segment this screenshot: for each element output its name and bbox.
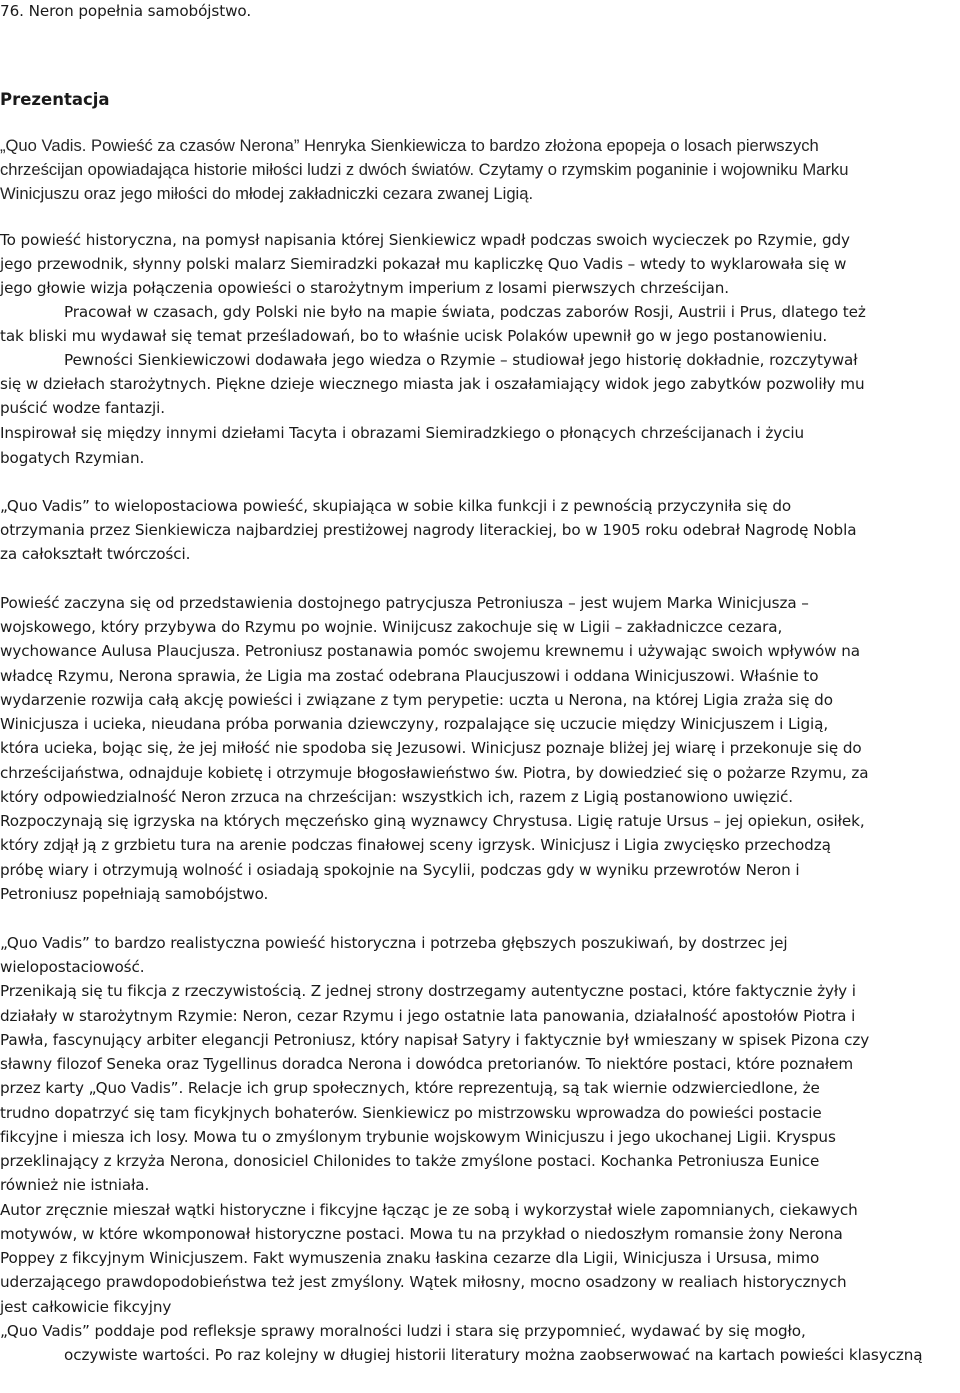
- text-line: otrzymania przez Sienkiewicza najbardziej prestiżowej nagrody literackiej, bo w 1905 roku odebrał Nagrodę Nobla: [0, 521, 857, 539]
- text-line: wojskowego, który przybywa do Rzymu po wojnie. Winijcusz zakochuje się w Ligii – zakładniczce cezara,: [0, 618, 783, 636]
- text-line: również nie istniała.: [0, 1176, 150, 1194]
- text-line: przeklinający z krzyża Nerona, donosiciel Chilonides to także zmyślone postaci. Kochanka Petroniusza Eunice: [0, 1152, 820, 1170]
- text-line: To powieść historyczna, na pomysł napisania której Sienkiewicz wpadł podczas swoich wycieczek po Rzymie, gdy: [0, 231, 850, 249]
- text-line: chrześcijan opowiadająca historie miłości ludzi z dwóch światów. Czytamy o rzymskim poganinie i wojowniku Marku: [0, 160, 849, 179]
- text-line: Pracował w czasach, gdy Polski nie było na mapie świata, podczas zaborów Rosji, Austrii i Prus, dlatego też: [64, 303, 866, 321]
- text-line: tak bliski mu wydawał się temat prześladowań, bo to właśnie ucisk Polaków upewnił go w jego postanowieniu.: [0, 327, 828, 345]
- text-line: chrześcijaństwa, odnajduje kobietę i otrzymuje błogosławieństwo św. Piotra, by dowiedzieć się o pożarze Rzymu, za: [0, 764, 869, 782]
- text-line: sławny filozof Seneka oraz Tygellinus doradca Nerona i dowódca pretorianów. To niektóre postaci, które poznałem: [0, 1055, 854, 1073]
- text-line: uderzającego prawdopodobieństwa też jest zmyślony. Wątek miłosny, mocno osadzony w realiach historycznych: [0, 1273, 847, 1291]
- text-line: jest całkowicie fikcyjny: [0, 1298, 172, 1316]
- text-line: jego głowie wizja połączenia opowieści o starożytnym imperium z losami pierwszych chrześcijan.: [0, 279, 729, 297]
- text-line: próbę wiary i otrzymują wolność i osiadają spokojnie na Sycylii, podczas gdy w wyniku przewrotów Neron i: [0, 861, 800, 879]
- text-line: puścić wodze fantazji.: [0, 399, 166, 417]
- text-line: Petroniusz popełniają samobójstwo.: [0, 885, 269, 903]
- text-line: motywów, w które wkomponował historyczne postaci. Mowa tu na przykład o niedoszłym romansie żony Nerona: [0, 1225, 843, 1243]
- section-heading: Prezentacja: [0, 90, 110, 109]
- text-line: wydarzenie rozwija całą akcję powieści i związane z tym perypetie: uczta u Nerona, na której Ligia zraża się do: [0, 691, 833, 709]
- text-line: się w dziełach starożytnych. Piękne dzieje wiecznego miasta jak i oszałamiający widok jego zabytków pozwoliły mu: [0, 375, 865, 393]
- text-line: Pawła, fascynujący arbiter elegancji Petroniusz, który napisał Satyry i faktycznie był wmieszany w spisek Pizona czy: [0, 1031, 870, 1049]
- text-line: bogatych Rzymian.: [0, 449, 145, 467]
- text-line: Winicjusza i ucieka, nieudana próba porwania dziewczyny, rozpalające się uczucie między Winicjuszem i Ligią,: [0, 715, 829, 733]
- text-line: wielopostaciowość.: [0, 958, 145, 976]
- text-line: 76. Neron popełnia samobójstwo.: [0, 2, 252, 20]
- text-line: wychowance Aulusa Plaucjusza. Petroniusz postanawia pomóc swojemu krewnemu i używając swoich wpływów na: [0, 642, 860, 660]
- text-line: który zdjął ją z grzbietu tura na arenie podczas finałowej sceny igrzysk. Winicjusz i Ligia zwycięsko przechodzą: [0, 836, 831, 854]
- text-line: władcę Rzymu, Nerona sprawia, że Ligia ma zostać odebrana Plaucjuszowi i oddana Winicjuszowi. Właśnie to: [0, 667, 819, 685]
- text-line: „Quo Vadis” to wielopostaciowa powieść, skupiająca w sobie kilka funkcji i z pewnością przyczyniła się do: [0, 497, 792, 515]
- text-line: „Quo Vadis” poddaje pod refleksje sprawy moralności ludzi i stara się przypomnieć, wydawać by się mogło,: [0, 1322, 806, 1340]
- text-line: Pewności Sienkiewiczowi dodawała jego wiedza o Rzymie – studiował jego historię dokładnie, rozczytywał: [64, 351, 858, 369]
- text-line: Przenikają się tu fikcja z rzeczywistością. Z jednej strony dostrzegamy autentyczne postaci, które faktycznie żyły i: [0, 982, 856, 1000]
- text-line: oczywiste wartości. Po raz kolejny w długiej historii literatury można zaobserwować na kartach powieści klasyczną: [64, 1346, 923, 1364]
- text-line: który odpowiedzialność Neron zrzuca na chrześcijan: wszystkich ich, razem z Ligią postanowiono uwięzić.: [0, 788, 794, 806]
- text-line: która ucieka, bojąc się, że jej miłość nie spodoba się Jezusowi. Winicjusz poznaje bliżej jej wiarę i przekonuje się do: [0, 739, 862, 757]
- text-line: za całokształt twórczości.: [0, 545, 191, 563]
- text-line: jego przewodnik, słynny polski malarz Siemiradzki pokazał mu kapliczkę Quo Vadis – wtedy to wyklarowała się w: [0, 255, 847, 273]
- text-line: Inspirował się między innymi dziełami Tacyta i obrazami Siemiradzkiego o płonących chrześcijanach i życiu: [0, 424, 805, 442]
- text-line: Poppey z fikcyjnym Winicjuszem. Fakt wymuszenia znaku łaskina cezarze dla Ligii, Winicjusza i Ursusa, mimo: [0, 1249, 820, 1267]
- text-line: działały w starożytnym Rzymie: Neron, cezar Rzymu i jego ostatnie lata panowania, działalność apostołów Piotra i: [0, 1007, 856, 1025]
- text-line: Autor zręcznie mieszał wątki historyczne i fikcyjne łącząc je ze sobą i wykorzystał wiele zapomnianych, ciekawych: [0, 1201, 858, 1219]
- text-line: „Quo Vadis. Powieść za czasów Nerona” Henryka Sienkiewicza to bardzo złożona epopeja o losach pierwszych: [0, 136, 819, 155]
- text-line: fikcyjne i miesza ich losy. Mowa tu o zmyślonym trybunie wojskowym Winicjuszu i jego ukochanej Ligii. Kryspus: [0, 1128, 836, 1146]
- text-line: „Quo Vadis” to bardzo realistyczna powieść historyczna i potrzeba głębszych poszukiwań, by dostrzec jej: [0, 934, 788, 952]
- text-line: trudno dopatrzyć się tam ficykjnych bohaterów. Sienkiewicz po mistrzowsku wprowadza do powieści postacie: [0, 1104, 822, 1122]
- text-line: Rozpoczynają się igrzyska na których męczeńsko giną wyznawcy Chrystusa. Ligię ratuje Ursus – jej opiekun, osiłek,: [0, 812, 865, 830]
- text-line: Winicjuszu oraz jego miłości do młodej zakładniczki cezara zwanej Ligią.: [0, 184, 534, 203]
- text-line: Powieść zaczyna się od przedstawienia dostojnego patrycjusza Petroniusza – jest wujem Marka Winicjusza –: [0, 594, 809, 612]
- text-line: przez karty „Quo Vadis”. Relacje ich grup społecznych, które reprezentują, są tak wiernie odzwierciedlone, że: [0, 1079, 820, 1097]
